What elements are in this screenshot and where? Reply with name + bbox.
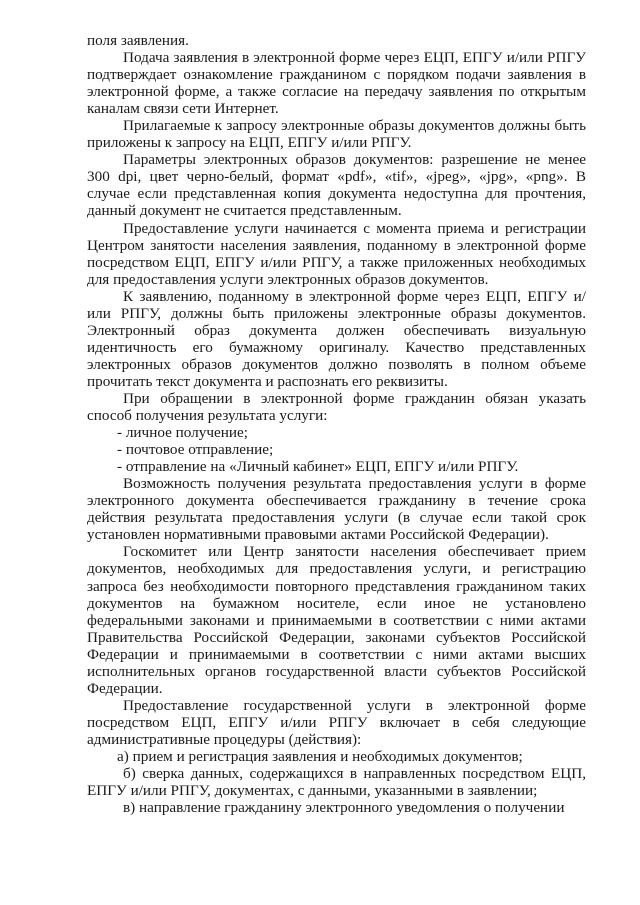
paragraph-image-parameters: Параметры электронных образов документов: разрешение не менее 300 dpi, цвет черно-белый, формат «pdf», «tif», «jpeg», «jpg», «png». В случае если представленная копия документа недоступна для прочтения, данный документ не считается представленным. <box>87 151 586 220</box>
paragraph-document-reception: Госкомитет или Центр занятости населения обеспечивает прием документов, необходимых для предоставления услуги, и регистрацию запроса без необходимости повторного представления гражданином таких документов на бумажном носителе, если иное не установлено федеральными законами и принимаемыми в соответствии с ними актами Правительства Российской Федерации, законами субъектов Российской Федерации и принимаемыми в соответствии с ними актами высших исполнительных органов государственной власти субъектов Российской Федерации. <box>87 543 586 697</box>
paragraph-submission-consent: Подача заявления в электронной форме через ЕЦП, ЕПГУ и/или РПГУ подтверждает ознакомление гражданином с порядком подачи заявления в электронной форме, а также согласие на передачу заявления по открытым каналам связи сети Интернет. <box>87 49 586 118</box>
paragraph-image-requirements: К заявлению, поданному в электронной форме через ЕЦП, ЕПГУ и/или РПГУ, должны быть приложены электронные образы документов. Электронный образ документа должен обеспечивать визуальную идентичность его бумажному оригиналу. Качество представленных электронных образов документов должно позволять в полном объеме прочитать текст документа и распознать его реквизиты. <box>87 287 586 390</box>
list-item-procedure-a: а) прием и регистрация заявления и необходимых документов; <box>117 747 523 765</box>
paragraph-result-method: При обращении в электронной форме гражданин обязан указать способ получения результата услуги: <box>87 389 586 425</box>
document-page <box>87 32 586 816</box>
list-item-procedure-b: б) сверка данных, содержащихся в направленных посредством ЕЦП, ЕПГУ и/или РПГУ, документах, с данными, указанными в заявлении; <box>87 765 586 800</box>
paragraph-electronic-result: Возможность получения результата предоставления услуги в форме электронного документа обеспечивается гражданину в течение срока действия результата предоставления услуги (в случае если такой срок установлен нормативными правовыми актами Российской Федерации). <box>87 475 586 544</box>
list-item-personal: - личное получение; <box>117 424 248 442</box>
list-item-postal: - почтовое отправление; <box>117 441 274 459</box>
list-item-procedure-c: в) направление гражданину электронного уведомления о получении <box>123 799 565 817</box>
paragraph-procedures-intro: Предоставление государственной услуги в электронной форме посредством ЕЦП, ЕПГУ и/или РПГУ включает в себя следующие административные процедуры (действия): <box>87 696 586 748</box>
paragraph-attached-images: Прилагаемые к запросу электронные образы документов должны быть приложены к запросу на ЕЦП, ЕПГУ и/или РПГУ. <box>87 117 586 152</box>
paragraph-service-start: Предоставление услуги начинается с момента приема и регистрации Центром занятости населения заявления, поданному в электронной форме посредством ЕЦП, ЕПГУ и/или РПГУ, а также приложенных необходимых для предоставления услуги электронных образов документов. <box>87 219 586 288</box>
list-item-cabinet: - отправление на «Личный кабинет» ЕЦП, ЕПГУ и/или РПГУ. <box>117 458 519 476</box>
paragraph-continuation: поля заявления. <box>87 32 189 49</box>
